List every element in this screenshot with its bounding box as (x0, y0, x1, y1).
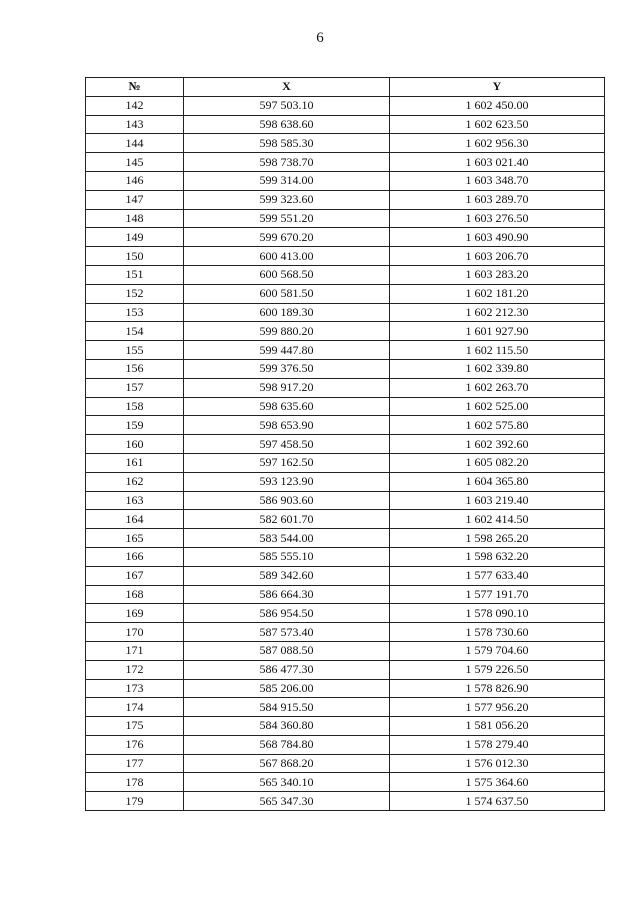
table-body (86, 96, 605, 810)
cell-y: 1 603 219.40 (390, 491, 605, 510)
table-header-row (86, 78, 605, 97)
table-row (86, 341, 605, 360)
cell-number: 154 (86, 322, 184, 341)
cell-y: 1 602 525.00 (390, 397, 605, 416)
table-row (86, 115, 605, 134)
cell-x: 600 568.50 (184, 265, 390, 284)
cell-number: 162 (86, 472, 184, 491)
cell-number: 169 (86, 604, 184, 623)
cell-y: 1 576 012.30 (390, 754, 605, 773)
table-row (86, 754, 605, 773)
cell-y: 1 577 956.20 (390, 698, 605, 717)
cell-x: 582 601.70 (184, 510, 390, 529)
page-number: 6 (316, 30, 324, 46)
cell-x: 583 544.00 (184, 529, 390, 548)
table-row (86, 792, 605, 811)
table-row (86, 303, 605, 322)
cell-y: 1 602 339.80 (390, 359, 605, 378)
cell-y: 1 598 265.20 (390, 529, 605, 548)
cell-y: 1 598 632.20 (390, 547, 605, 566)
cell-y: 1 602 956.30 (390, 134, 605, 153)
table-row (86, 378, 605, 397)
cell-y: 1 602 414.50 (390, 510, 605, 529)
cell-y: 1 603 206.70 (390, 247, 605, 266)
cell-x: 585 555.10 (184, 547, 390, 566)
cell-x: 600 581.50 (184, 284, 390, 303)
cell-y: 1 578 826.90 (390, 679, 605, 698)
cell-number: 150 (86, 247, 184, 266)
cell-x: 598 738.70 (184, 153, 390, 172)
table-row (86, 547, 605, 566)
cell-number: 165 (86, 529, 184, 548)
cell-x: 568 784.80 (184, 735, 390, 754)
table-row (86, 397, 605, 416)
cell-x: 598 638.60 (184, 115, 390, 134)
cell-x: 586 903.60 (184, 491, 390, 510)
table-row (86, 453, 605, 472)
cell-number: 145 (86, 153, 184, 172)
cell-x: 597 503.10 (184, 96, 390, 115)
cell-number: 163 (86, 491, 184, 510)
table-row (86, 566, 605, 585)
cell-y: 1 601 927.90 (390, 322, 605, 341)
cell-x: 586 477.30 (184, 660, 390, 679)
table-row (86, 585, 605, 604)
cell-number: 158 (86, 397, 184, 416)
cell-x: 599 376.50 (184, 359, 390, 378)
table-row (86, 604, 605, 623)
column-header-y: Y (390, 78, 605, 97)
cell-number: 160 (86, 435, 184, 454)
cell-y: 1 602 181.20 (390, 284, 605, 303)
cell-y: 1 602 115.50 (390, 341, 605, 360)
table-row (86, 510, 605, 529)
table-row (86, 171, 605, 190)
table-row (86, 416, 605, 435)
cell-number: 177 (86, 754, 184, 773)
cell-y: 1 602 263.70 (390, 378, 605, 397)
table-row (86, 322, 605, 341)
cell-y: 1 602 450.00 (390, 96, 605, 115)
cell-y: 1 575 364.60 (390, 773, 605, 792)
cell-x: 598 917.20 (184, 378, 390, 397)
table-row (86, 359, 605, 378)
cell-x: 584 915.50 (184, 698, 390, 717)
cell-y: 1 578 730.60 (390, 623, 605, 642)
cell-number: 148 (86, 209, 184, 228)
cell-number: 170 (86, 623, 184, 642)
cell-number: 152 (86, 284, 184, 303)
cell-y: 1 579 704.60 (390, 641, 605, 660)
cell-number: 143 (86, 115, 184, 134)
cell-number: 155 (86, 341, 184, 360)
cell-y: 1 603 289.70 (390, 190, 605, 209)
coordinates-table (85, 77, 605, 811)
cell-x: 593 123.90 (184, 472, 390, 491)
cell-y: 1 603 021.40 (390, 153, 605, 172)
cell-y: 1 602 212.30 (390, 303, 605, 322)
table-row (86, 735, 605, 754)
cell-x: 597 458.50 (184, 435, 390, 454)
cell-number: 146 (86, 171, 184, 190)
cell-number: 167 (86, 566, 184, 585)
cell-x: 567 868.20 (184, 754, 390, 773)
table-row (86, 190, 605, 209)
cell-x: 565 347.30 (184, 792, 390, 811)
cell-number: 156 (86, 359, 184, 378)
cell-number: 171 (86, 641, 184, 660)
cell-number: 176 (86, 735, 184, 754)
cell-x: 599 447.80 (184, 341, 390, 360)
cell-x: 599 551.20 (184, 209, 390, 228)
table-row (86, 717, 605, 736)
table-row (86, 472, 605, 491)
table-row (86, 623, 605, 642)
cell-number: 173 (86, 679, 184, 698)
cell-x: 597 162.50 (184, 453, 390, 472)
cell-x: 599 314.00 (184, 171, 390, 190)
cell-number: 168 (86, 585, 184, 604)
cell-x: 584 360.80 (184, 717, 390, 736)
cell-number: 144 (86, 134, 184, 153)
cell-x: 598 653.90 (184, 416, 390, 435)
cell-number: 159 (86, 416, 184, 435)
cell-x: 587 088.50 (184, 641, 390, 660)
cell-y: 1 602 392.60 (390, 435, 605, 454)
cell-y: 1 603 348.70 (390, 171, 605, 190)
cell-number: 153 (86, 303, 184, 322)
cell-number: 161 (86, 453, 184, 472)
cell-x: 600 413.00 (184, 247, 390, 266)
cell-number: 174 (86, 698, 184, 717)
cell-x: 599 880.20 (184, 322, 390, 341)
cell-x: 599 323.60 (184, 190, 390, 209)
table-row (86, 265, 605, 284)
cell-x: 587 573.40 (184, 623, 390, 642)
cell-y: 1 602 623.50 (390, 115, 605, 134)
table-row (86, 284, 605, 303)
cell-number: 151 (86, 265, 184, 284)
table-row (86, 491, 605, 510)
cell-y: 1 577 191.70 (390, 585, 605, 604)
cell-x: 586 954.50 (184, 604, 390, 623)
cell-y: 1 578 279.40 (390, 735, 605, 754)
table-row (86, 435, 605, 454)
cell-x: 585 206.00 (184, 679, 390, 698)
cell-y: 1 579 226.50 (390, 660, 605, 679)
table-row (86, 698, 605, 717)
cell-y: 1 581 056.20 (390, 717, 605, 736)
cell-y: 1 605 082.20 (390, 453, 605, 472)
cell-y: 1 574 637.50 (390, 792, 605, 811)
cell-x: 598 635.60 (184, 397, 390, 416)
column-header-number: № (86, 78, 184, 97)
table-row (86, 247, 605, 266)
cell-y: 1 602 575.80 (390, 416, 605, 435)
table-row (86, 660, 605, 679)
cell-number: 157 (86, 378, 184, 397)
cell-x: 598 585.30 (184, 134, 390, 153)
cell-number: 142 (86, 96, 184, 115)
table-row (86, 529, 605, 548)
cell-number: 175 (86, 717, 184, 736)
cell-number: 164 (86, 510, 184, 529)
cell-number: 147 (86, 190, 184, 209)
cell-x: 600 189.30 (184, 303, 390, 322)
cell-x: 565 340.10 (184, 773, 390, 792)
cell-y: 1 603 276.50 (390, 209, 605, 228)
cell-y: 1 578 090.10 (390, 604, 605, 623)
table-row (86, 641, 605, 660)
table-row (86, 134, 605, 153)
cell-number: 178 (86, 773, 184, 792)
cell-number: 179 (86, 792, 184, 811)
column-header-x: X (184, 78, 390, 97)
cell-number: 166 (86, 547, 184, 566)
table-row (86, 96, 605, 115)
cell-number: 172 (86, 660, 184, 679)
cell-y: 1 577 633.40 (390, 566, 605, 585)
cell-y: 1 603 490.90 (390, 228, 605, 247)
table-row (86, 153, 605, 172)
cell-x: 586 664.30 (184, 585, 390, 604)
table-row (86, 209, 605, 228)
cell-x: 599 670.20 (184, 228, 390, 247)
cell-y: 1 603 283.20 (390, 265, 605, 284)
table-row (86, 228, 605, 247)
cell-number: 149 (86, 228, 184, 247)
cell-y: 1 604 365.80 (390, 472, 605, 491)
table-row (86, 773, 605, 792)
cell-x: 589 342.60 (184, 566, 390, 585)
table-row (86, 679, 605, 698)
